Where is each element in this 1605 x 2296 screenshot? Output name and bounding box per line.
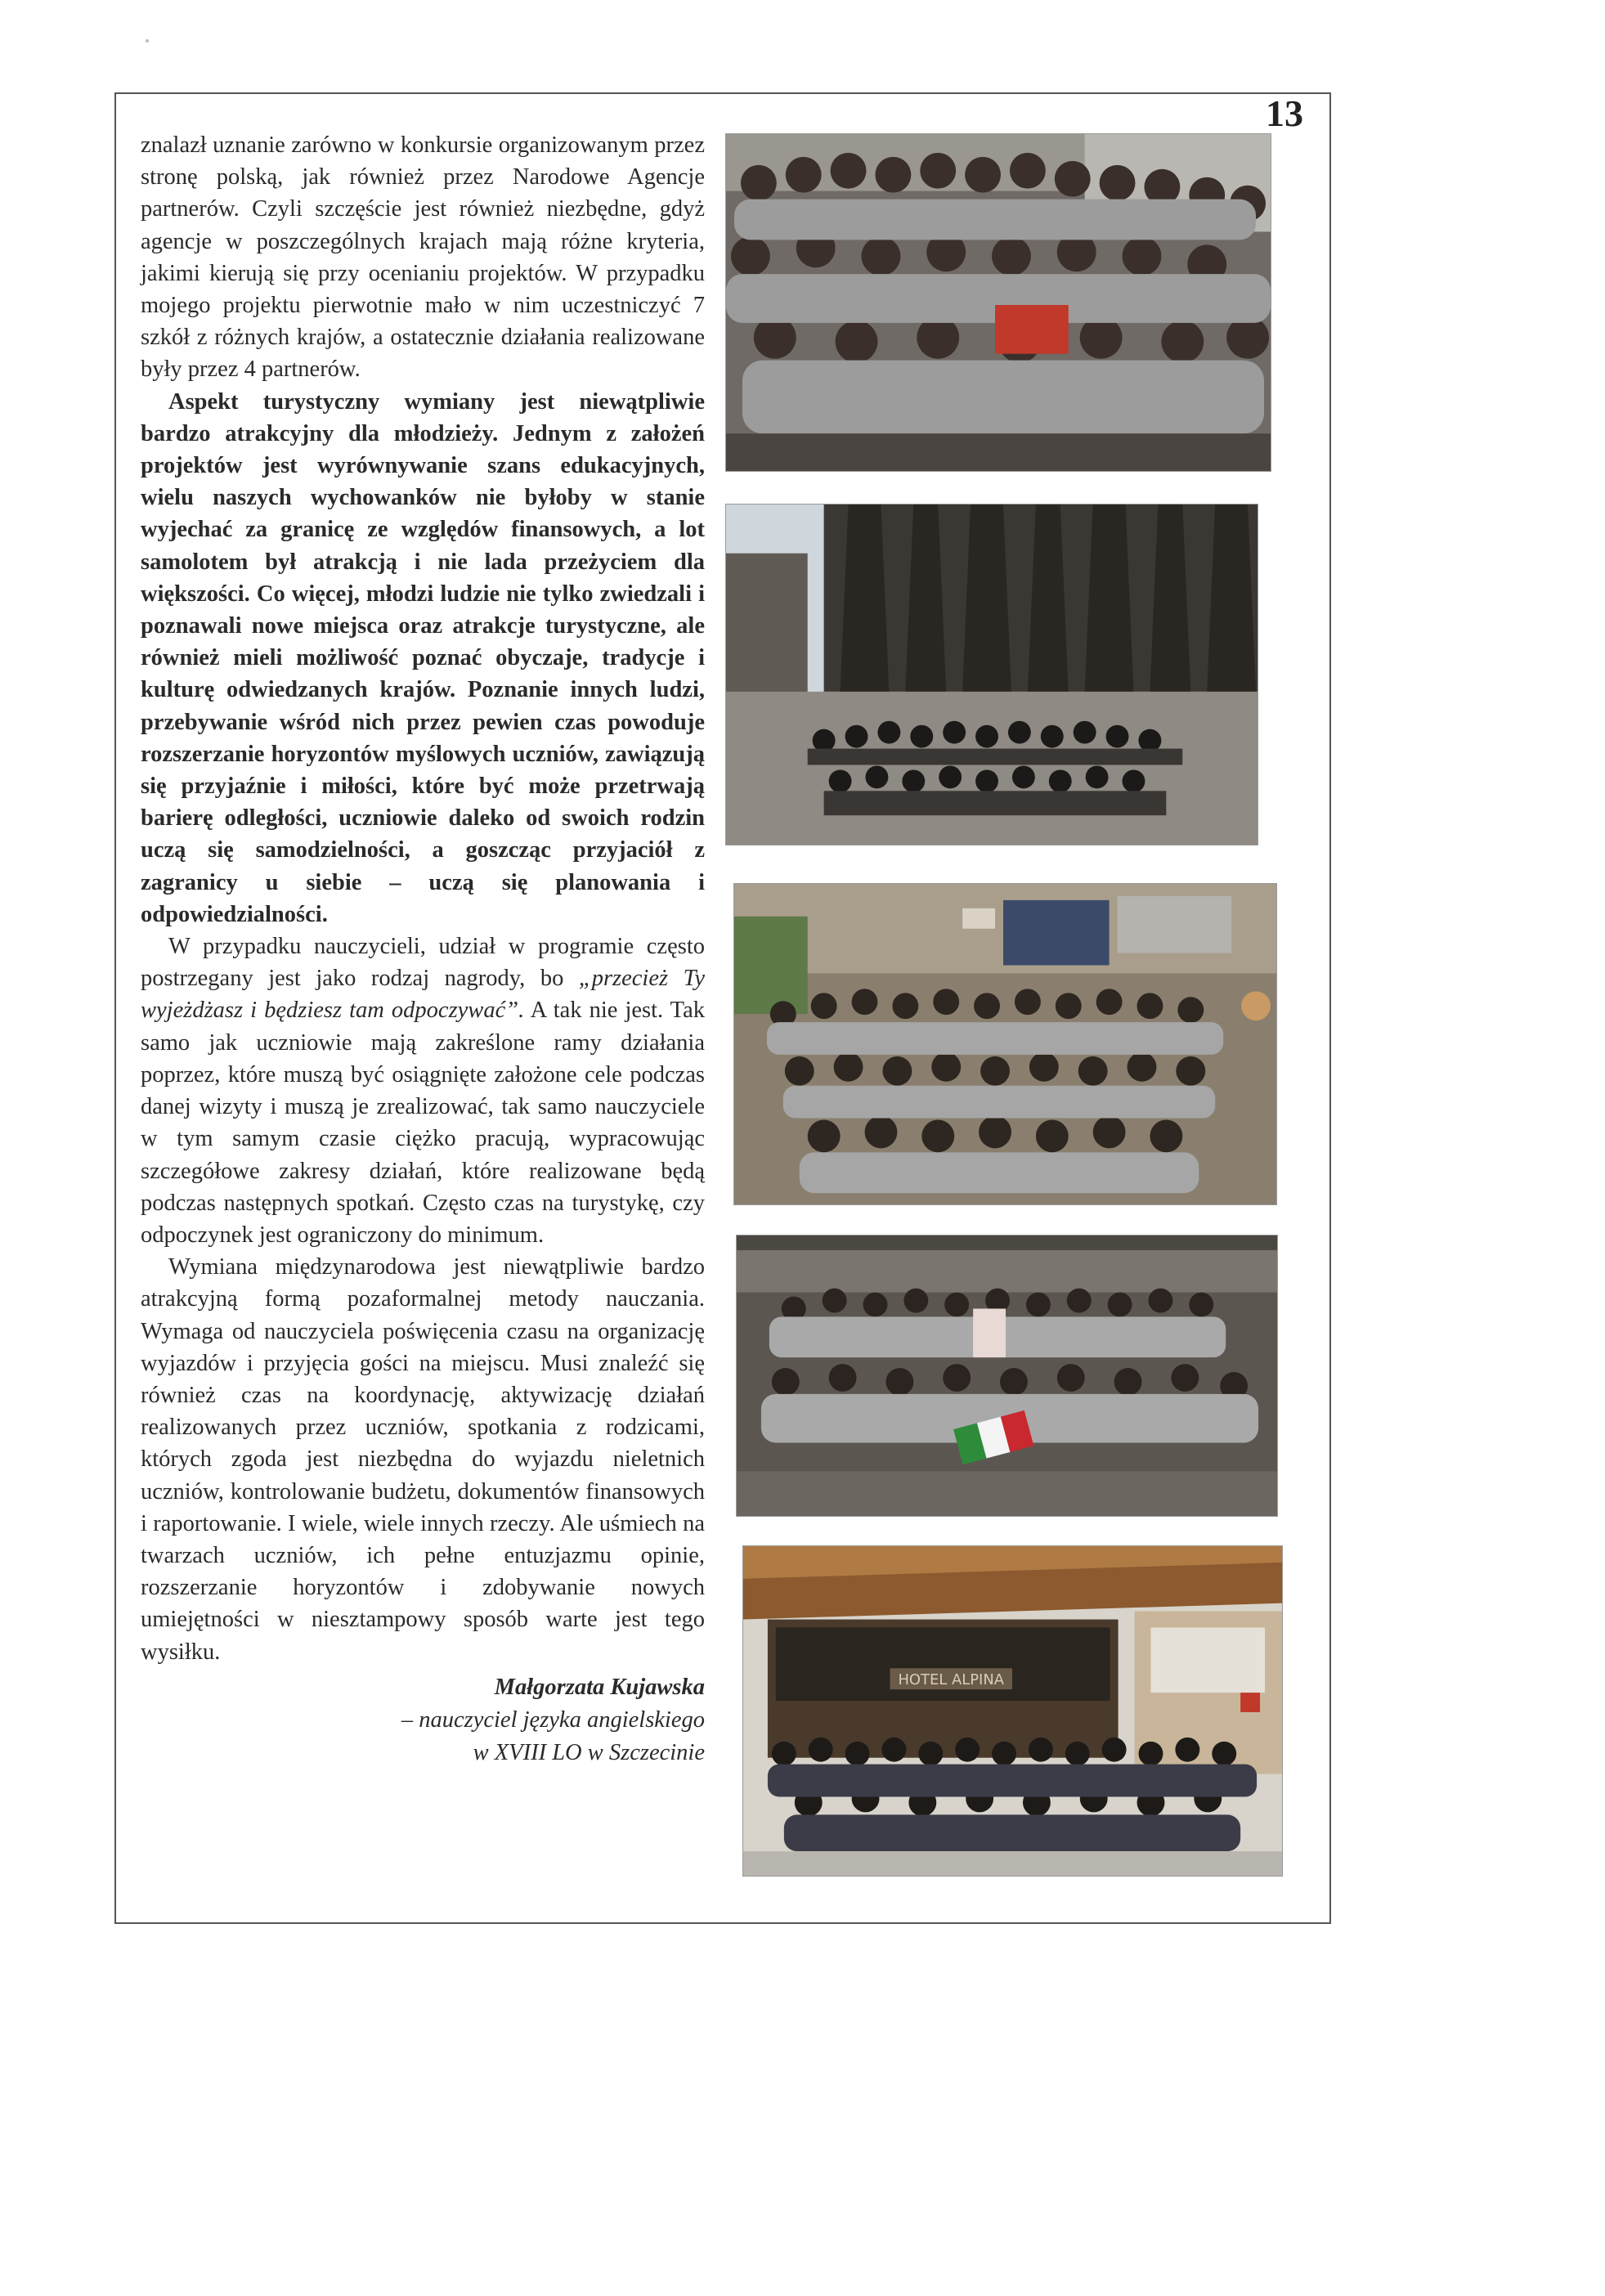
paragraph-4: Wymiana międzynarodowa jest niewątpliwie bardzo atrakcyjną formą pozaformalnej metody nauczania. Wymaga od nauczyciela poświęcenia czasu na organizację wyjazdów i przyjęcia gości na miejscu. Musi znaleźć się również czas na koordynację, aktywizację działań realizowanych przez uczniów, spotkania z rodzicami, których zgoda jest niezbędna do wyjazdu nieletnich uczniów, kontrolowanie budżetu, dokumentów finansowych i raportowanie. I wiele, wiele innych rzeczy. Ale uśmiech na twarzach uczniów, ich pełne entuzjazmu opinie, rozszerzanie horyzontów i zdobywanie nowych umiejętności w niesztampowy sposób warte jest tego wysiłku.: [141, 1254, 705, 1665]
paragraph-3: [141, 931, 705, 1251]
signature: [141, 1671, 705, 1769]
photo-outdoor-flag-group: [736, 1235, 1278, 1517]
paragraph-3-quote: „przecież Ty wyjeżdżasz i będziesz tam odpoczywać”.: [141, 966, 705, 1024]
article-text: [141, 129, 705, 1769]
author-role: – nauczyciel języka angielskiego: [401, 1706, 705, 1733]
page-number: 13: [1266, 92, 1303, 134]
paragraph-3-end: A tak nie jest. Tak samo jak uczniowie mają zakreślone ramy działania poprzez, które muszą być osiągnięte założone cele podczas danej wizyty i muszą je zrealizować, tak samo nauczyciele w tym samym czasie ciężko pracują, wypracowując szczegółowe zakresy działań, które realizowane będą podczas następnych spotkań. Często czas na turystykę, czy odpoczynek jest ograniczony do minimum.: [141, 998, 705, 1248]
paragraph-2: Aspekt turystyczny wymiany jest niewątpliwie bardzo atrakcyjny dla młodzieży. Jednym z założeń projektów jest wyrównywanie szans edukacyjnych, wielu naszych wychowanków nie byłoby w stanie wyjechać za granicę ze względów finansowych, a lot samolotem był atrakcją i nie lada przeżyciem dla większości. Co więcej, młodzi ludzie nie tylko zwiedzali i poznawali nowe miejsca oraz atrakcje turystyczne, ale również mieli możliwość poznać obyczaje, tradycje i kulturę odwiedzanych krajów. Poznanie innych ludzi, przebywanie wśród nich przez pewien czas powoduje rozszerzanie horyzontów myślowych uczniów, zawiązują się przyjaźnie i miłości, które być może przetrwają barierę odległości, uczniowie daleko od swoich rodzin uczą się samodzielności, a goszcząc przyjaciół z zagranicy u siebie – uczą się planowania i odpowiedzialności.: [141, 388, 705, 927]
author-name: Małgorzata Kujawska: [494, 1674, 705, 1700]
photo-hotel-alpina-group: [742, 1545, 1283, 1877]
hotel-sign-text: HOTEL ALPINA: [898, 1671, 1005, 1689]
photo-school-hall-group: [733, 883, 1277, 1205]
photo-cathedral-group: [725, 504, 1258, 845]
scan-speck: [131, 33, 164, 49]
author-school: w XVIII LO w Szczecinie: [473, 1739, 705, 1765]
paragraph-1: znalazł uznanie zarówno w konkursie organizowanym przez stronę polską, jak również przez Narodowe Agencje partnerów. Czyli szczęście jest również niezbędne, gdyż agencje w poszczególnych krajach mają różne kryteria, jakimi kierują się przy ocenianiu projektów. W przypadku mojego projektu pierwotnie mało w nim uczestniczyć 7 szkół z różnych krajów, a ostatecznie działania realizowane były przez 4 partnerów.: [141, 132, 705, 383]
paragraph-3-start: W przypadku nauczycieli, udział w programie często postrzegany jest jako rodzaj nagrody, bo: [141, 934, 705, 992]
photo-group-indoor: [725, 133, 1271, 472]
